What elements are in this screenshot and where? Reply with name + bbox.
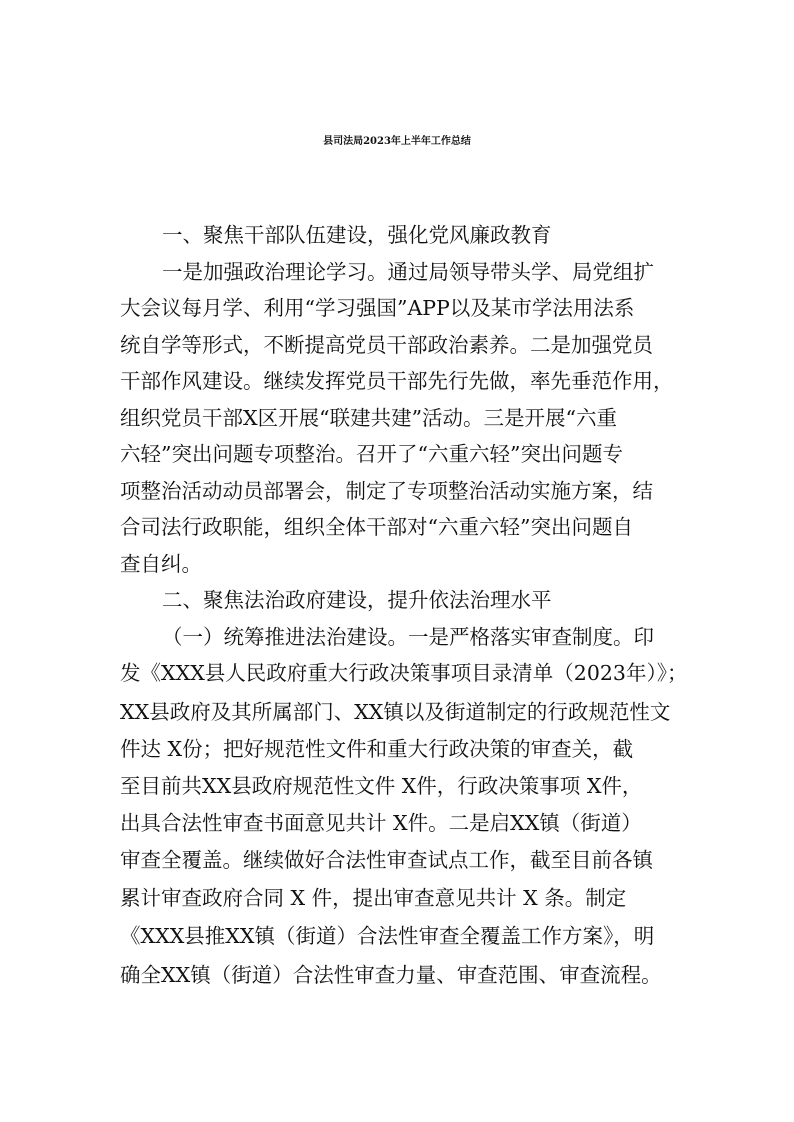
paragraph-line: 审查全覆盖。继续做好合法性审查试点工作，截至目前各镇 [120,848,653,872]
paragraph-line: 项整治活动动员部署会，制定了专项整治活动实施方案，结 [120,479,653,503]
paragraph-line: 六轻”突出问题专项整治。召开了“六重六轻”突出问题专 [120,442,623,466]
paragraph-line: 《XXX县推XX镇（街道）合法性审查全覆盖工作方案》，明 [120,924,655,948]
paragraph-line: 件达 X份；把好规范性文件和重大行政决策的审查关，截 [120,737,634,761]
section-heading-1: 一、聚焦干部队伍建设，强化党风廉政教育 [162,223,552,247]
paragraph-line: 合司法行政职能，组织全体干部对“六重六轻”突出问题自 [120,515,633,539]
paragraph-line: 查自纠。 [120,552,202,576]
paragraph-line: 干部作风建设。继续发挥党员干部先行先做，率先垂范作用， [120,369,674,393]
paragraph-line: 至目前共XX县政府规范性文件 X件，行政决策事项 X件， [120,774,643,798]
paragraph-line: 出具合法性审查书面意见共计 X件。二是启XX镇（街道） [120,811,642,835]
document-title: 县司法局2023年上半年工作总结 [323,136,471,147]
paragraph-line: 发《XXX县人民政府重大行政决策事项目录清单（2023年）》； [120,661,688,685]
paragraph-line: 大会议每月学、利用“学习强国”APP以及某市学法用法系 [120,296,635,320]
paragraph-line: 累计审查政府合同 X 件，提出审查意见共计 X 条。制定 [120,886,627,910]
paragraph-line: 组织党员干部X区开展“联建共建”活动。三是开展“六重 [120,406,618,430]
paragraph-line: 确全XX镇（街道）合法性审查力量、审查范围、审查流程。 [120,963,662,987]
paragraph-line: 一是加强政治理论学习。通过局领导带头学、局党组扩 [162,260,654,284]
paragraph-line: 统自学等形式，不断提高党员干部政治素养。二是加强党员 [120,333,653,357]
paragraph-line: （一）统筹推进法治建设。一是严格落实审查制度。印 [162,625,654,649]
paragraph-line: XX县政府及其所属部门、XX镇以及街道制定的行政规范性文 [120,700,671,724]
section-heading-2: 二、聚焦法治政府建设，提升依法治理水平 [162,588,552,612]
